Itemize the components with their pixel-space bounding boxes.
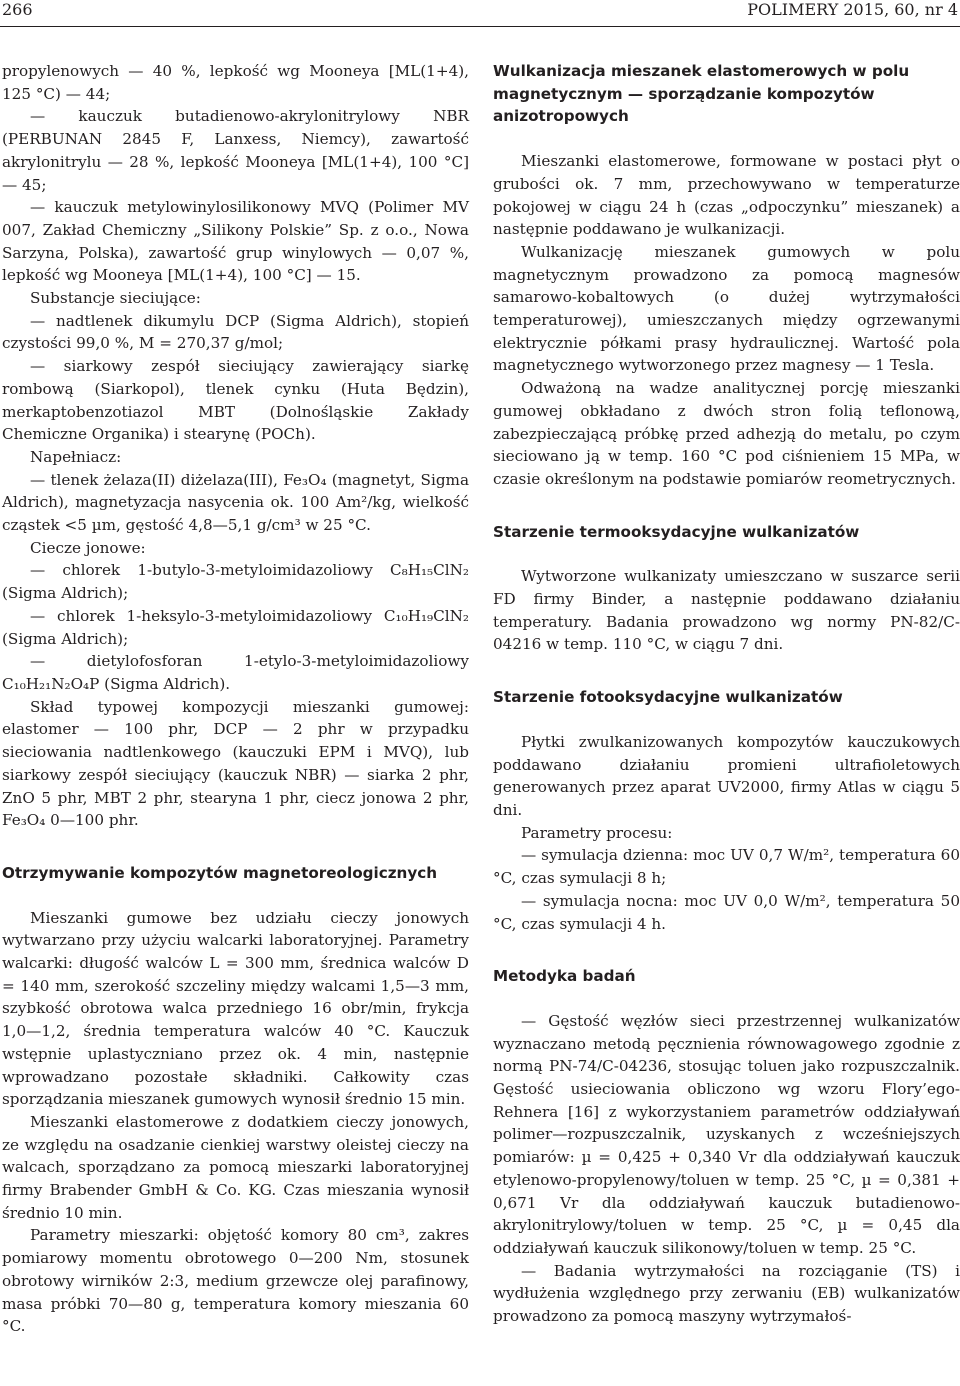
paragraph: Wulkanizację mieszanek gumowych w polu magnetycznym prowadzono za pomocą magnesów samarowo-kobaltowych (o dużej wytrzymałości temperaturowej), umieszczanych między ogrzewanymi elektrycznie półkami prasy hydraulicznej. Wartość pola magnetycznego wytworzonego przez magnesy — 1 Tesla.	[493, 242, 960, 375]
paragraph: propylenowych — 40 %, lepkość wg Mooneya [ML(1+4), 125 °C) — 44;	[2, 62, 469, 103]
paragraph: Mieszanki gumowe bez udziału cieczy jonowych wytwarzano przy użyciu walcarki laboratoryjnej. Parametry walcarki: długość walców L = 300 mm, średnica walców D = 140 mm, szerokość szczeliny między walcami 1,5—3 mm, szybkość obrotowa walca przedniego 16 obr/min, frykcja 1,0—1,2, średnia temperatura walców 40 °C. Kauczuk wstępnie uplastyczniano przez ok. 4 min, następnie wprowadzano pozostałe składniki. Całkowity czas sporządzania mieszanek gumowych wynosił średnio 15 min.	[2, 908, 469, 1109]
subheading: Parametry procesu:	[521, 823, 673, 842]
paragraph: — Gęstość węzłów sieci przestrzennej wulkanizatów wyznaczano metodą pęcznienia równowagowego zgodnie z normą PN-74/C-04236, stosując toluen jako rozpuszczalnik. Gęstość usieciowania obliczono wg wzoru Flory’ego-Rehnera [16] z wykorzystaniem parametrów oddziaływań polimer—rozpuszczalnik, uzyskanych z wcześniejszych pomiarów: µ = 0,425 + 0,340 Vr dla oddziaływań kauczuk etylenowo-propylenowy/toluen w temp. 25 °C, µ = 0,381 + 0,671 Vr dla oddziaływań kauczuk butadienowo-akrylonitrylowy/toluen w temp. 25 °C, µ = 0,45 dla oddziaływań kauczuk silikonowy/toluen w temp. 25 °C.	[493, 1011, 960, 1257]
paragraph: Odważoną na wadze analitycznej porcję mieszanki gumowej obkładano z dwóch stron folią teflonową, zabezpieczającą próbkę przed adhezją do metalu, po czym sieciowano ją w temp. 160 °C pod ciśnieniem 15 MPa, w czasie określonym na podstawie pomiarów reometrycznych.	[493, 379, 960, 488]
list-item: — siarkowy zespół sieciujący zawierający siarkę rombową (Siarkopol), tlenek cynku (Huta Będzin), merkaptobenzotiazol MBT (Dolnośląskie Zakłady Chemiczne Organika) i stearynę (POCh).	[2, 357, 469, 444]
right-column	[493, 60, 960, 1328]
list-item: — tlenek żelaza(II) diżelaza(III), Fe₃O₄ (magnetyt, Sigma Aldrich), magnetyzacja nasycenia ok. 100 Am²/kg, wielkość cząstek <5 µm, gęstość 4,8—5,1 g/cm³ w 25 °C.	[2, 470, 469, 535]
list-item: — chlorek 1-butylo-3-metyloimidazoliowy C₈H₁₅ClN₂ (Sigma Aldrich);	[2, 561, 469, 603]
header-rule	[0, 26, 960, 27]
paragraph: Wytworzone wulkanizaty umieszczano w suszarce serii FD firmy Binder, a następnie poddawano działaniu temperatury. Badania prowadzono wg normy PN-82/C-04216 w temp. 110 °C, w ciągu 7 dni.	[493, 567, 960, 654]
list-item: — symulacja nocna: moc UV 0,0 W/m², temperatura 50 °C, czas symulacji 4 h.	[493, 891, 960, 933]
paragraph: Skład typowej kompozycji mieszanki gumowej: elastomer — 100 phr, DCP — 2 phr w przypadku sieciowania nadtlenkowego (kauczuki EPM i MVQ), lub siarkowy zespół sieciujący (kauczuk NBR) — siarka 2 phr, ZnO 5 phr, MBT 2 phr, stearyna 1 phr, ciecz jonowa 2 phr, Fe₃O₄ 0—100 phr.	[2, 697, 469, 830]
journal-title: POLIMERY 2015, 60, nr 4	[747, 0, 958, 19]
list-item: — kauczuk metylowinylosilikonowy MVQ (Polimer MV 007, Zakład Chemiczny „Silikony Polskie” Sp. z o.o., Nowa Sarzyna, Polska), zawartość grup winylowych — 0,07 %, lepkość wg Mooneya [ML(1+4), 100 °C] — 15.	[2, 198, 469, 285]
section-heading: Wulkanizacja mieszanek elastomerowych w polu magnetycznym — sporządzanie kompozytów anizotropowych	[493, 62, 910, 126]
subheading: Napełniacz:	[30, 447, 122, 466]
paragraph: Mieszanki elastomerowe, formowane w postaci płyt o grubości ok. 7 mm, przechowywano w temperaturze pokojowej w ciągu 24 h (czas „odpoczynku” mieszanek) a następnie poddawano je wulkanizacji.	[493, 152, 960, 239]
subheading: Ciecze jonowe:	[30, 538, 146, 557]
section-heading: Starzenie termooksydacyjne wulkanizatów	[493, 522, 860, 541]
list-item: — nadtlenek dikumylu DCP (Sigma Aldrich), stopień czystości 99,0 %, M = 270,37 g/mol;	[2, 311, 469, 353]
list-item: — kauczuk butadienowo-akrylonitrylowy NBR (PERBUNAN 2845 F, Lanxess, Niemcy), zawartość akrylonitrylu — 28 %, lepkość Mooneya [ML(1+4), 100 °C] — 45;	[2, 107, 469, 194]
paragraph: Mieszanki elastomerowe z dodatkiem cieczy jonowych, ze względu na osadzanie cienkiej warstwy oleistej cieczy na walcach, sporządzano za pomocą mieszarki laboratoryjnej firmy Brabender GmbH & Co. KG. Czas mieszania wynosił średnio 10 min.	[2, 1112, 469, 1222]
subheading: Substancje sieciujące:	[30, 289, 201, 308]
section-heading: Metodyka badań	[493, 967, 636, 986]
list-item: — chlorek 1-heksylo-3-metyloimidazoliowy C₁₀H₁₉ClN₂ (Sigma Aldrich);	[2, 606, 469, 648]
section-heading: Otrzymywanie kompozytów magnetoreologicznych	[2, 863, 438, 882]
page-header	[0, 0, 960, 24]
list-item: — symulacja dzienna: moc UV 0,7 W/m², temperatura 60 °C, czas symulacji 8 h;	[493, 846, 960, 888]
section-heading: Starzenie fotooksydacyjne wulkanizatów	[493, 688, 843, 707]
paragraph: — Badania wytrzymałości na rozciąganie (TS) i wydłużenia względnego przy zerwaniu (EB) wulkanizatów prowadzono za pomocą maszyny wytrzymałoś-	[493, 1261, 960, 1326]
paragraph: Płytki zwulkanizowanych kompozytów kauczukowych poddawano działaniu promieni ultrafioletowych generowanych przez aparat UV2000, firmy Atlas w ciągu 5 dni.	[493, 732, 960, 819]
paragraph: Parametry mieszarki: objętość komory 80 cm³, zakres pomiarowy momentu obrotowego 0—200 Nm, stosunek obrotowy wirników 2:3, medium grzewcze olej parafinowy, masa próbki 70—80 g, temperatura komory mieszania 60 °C.	[2, 1226, 469, 1336]
page-number: 266	[2, 0, 33, 19]
list-item: — dietylofosforan 1-etylo-3-metyloimidazoliowy C₁₀H₂₁N₂O₄P (Sigma Aldrich).	[2, 652, 469, 693]
left-column	[2, 60, 469, 1338]
